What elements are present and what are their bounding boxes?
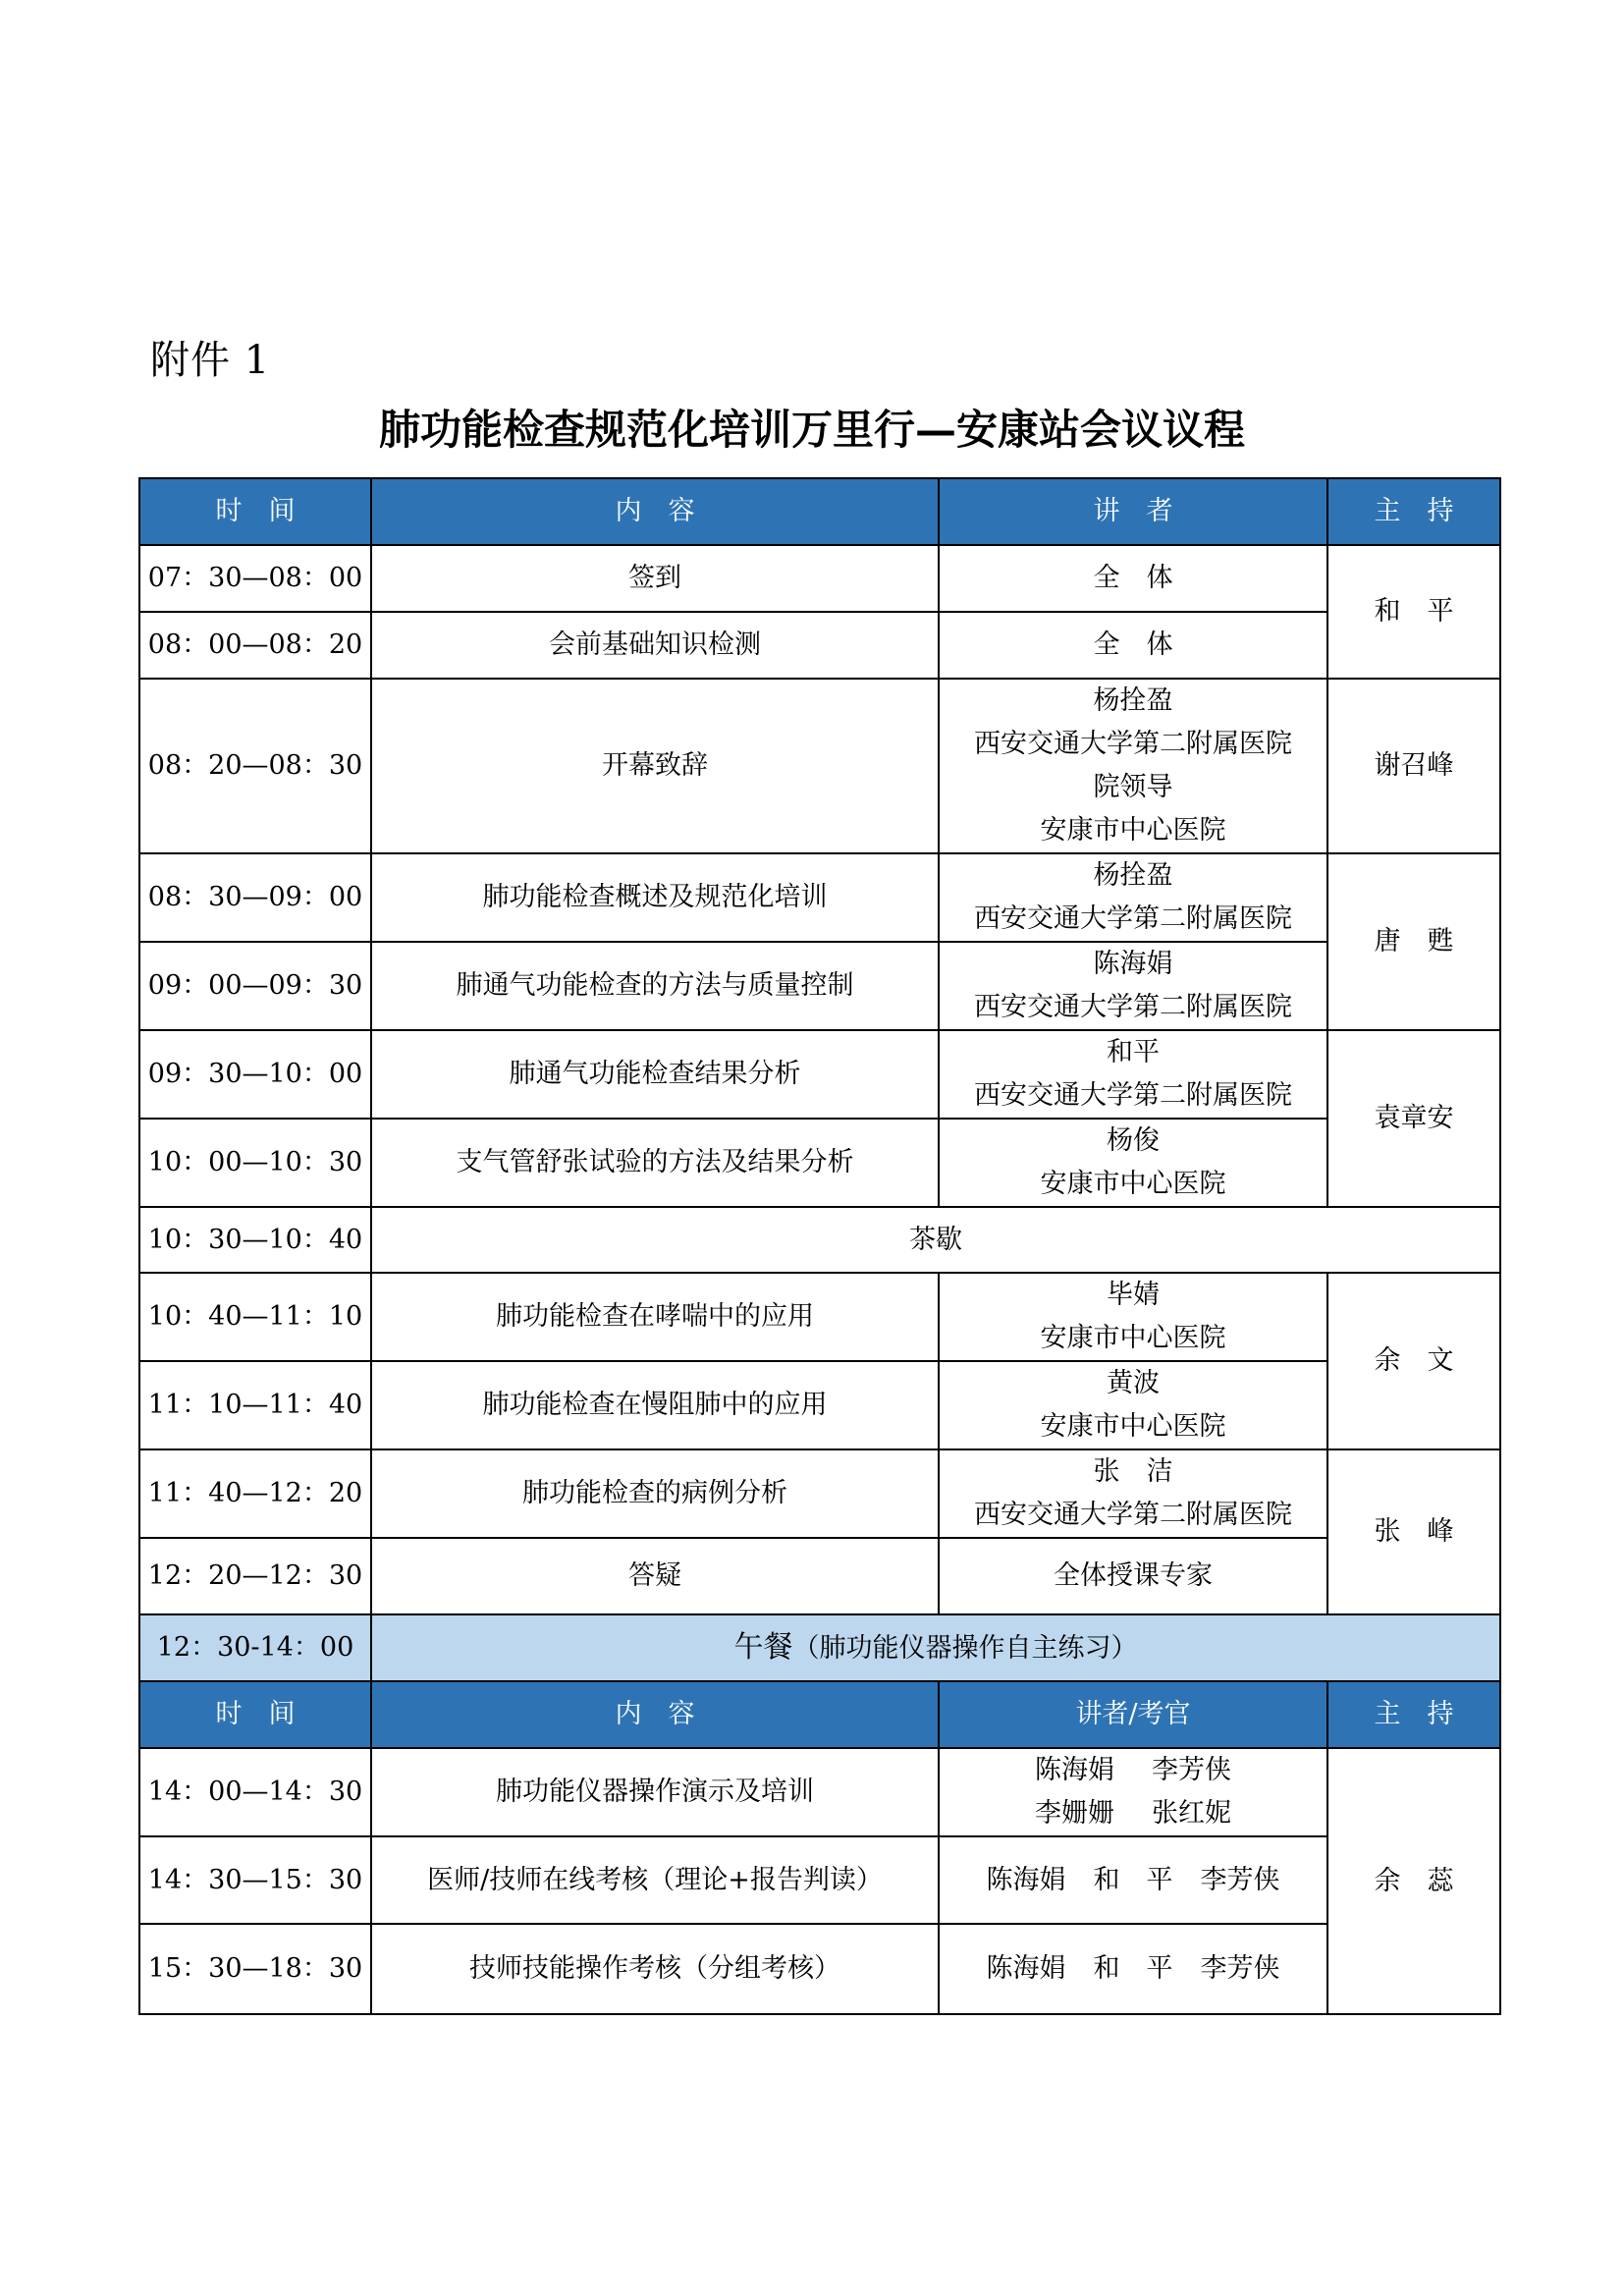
host-cell: 唐 甦 xyxy=(1327,853,1500,1030)
table-row xyxy=(139,942,1500,1030)
lunch-row xyxy=(139,1614,1500,1681)
table-row xyxy=(139,1119,1500,1207)
table-row xyxy=(139,1273,1500,1361)
host-cell: 余 文 xyxy=(1327,1273,1500,1449)
speaker-cell xyxy=(939,612,1327,679)
speaker-name: 陈海娟 xyxy=(1035,1755,1114,1785)
speaker-cell xyxy=(939,1748,1327,1836)
table-row xyxy=(139,679,1500,853)
speaker-cell xyxy=(939,942,1327,1030)
speaker-name: 张红妮 xyxy=(1152,1798,1231,1829)
speaker-cell xyxy=(939,545,1327,612)
speaker-name: 毕婧 xyxy=(1107,1280,1160,1310)
speaker-affiliation: 西安交通大学第二附属医院 xyxy=(974,729,1292,759)
table-row xyxy=(139,612,1500,679)
speaker-name: 陈海娟 xyxy=(986,1953,1066,1984)
table-row xyxy=(139,1030,1500,1119)
speaker-cell xyxy=(939,1119,1327,1207)
speaker-cell xyxy=(939,1836,1327,1924)
agenda-table xyxy=(138,477,1501,2015)
host-cell: 张 峰 xyxy=(1327,1449,1500,1614)
speaker-cell xyxy=(939,1924,1327,2014)
content-cell: 技师技能操作考核（分组考核） xyxy=(371,1924,939,2014)
lunch-label: 午餐 xyxy=(733,1629,793,1665)
time-cell: 12：20—12：30 xyxy=(139,1538,371,1614)
speaker-name: 全 体 xyxy=(1093,629,1173,660)
content-cell: 肺功能检查在哮喘中的应用 xyxy=(371,1273,939,1361)
time-cell: 12：30-14：00 xyxy=(139,1614,371,1681)
speaker-cell xyxy=(939,1449,1327,1538)
content-cell: 肺功能仪器操作演示及培训 xyxy=(371,1748,939,1836)
speaker-affiliation: 西安交通大学第二附属医院 xyxy=(974,903,1292,934)
speaker-name: 院领导 xyxy=(1093,772,1173,802)
table-row xyxy=(139,1449,1500,1538)
time-cell: 07：30—08：00 xyxy=(139,545,371,612)
header-speaker: 讲者/考官 xyxy=(939,1681,1327,1748)
speaker-affiliation: 安康市中心医院 xyxy=(1040,1169,1226,1199)
time-cell: 14：00—14：30 xyxy=(139,1748,371,1836)
content-cell: 开幕致辞 xyxy=(371,679,939,853)
speaker-cell xyxy=(939,853,1327,942)
content-cell: 肺功能检查概述及规范化培训 xyxy=(371,853,939,942)
table-row xyxy=(139,545,1500,612)
speaker-line xyxy=(940,1792,1326,1835)
content-cell: 医师/技师在线考核（理论+报告判读） xyxy=(371,1836,939,1924)
header-host: 主 持 xyxy=(1327,1681,1500,1748)
speaker-line xyxy=(940,1749,1326,1792)
content-cell: 支气管舒张试验的方法及结果分析 xyxy=(371,1119,939,1207)
content-cell: 肺功能检查的病例分析 xyxy=(371,1449,939,1538)
table-row xyxy=(139,1538,1500,1614)
speaker-cell xyxy=(939,1273,1327,1361)
table-row xyxy=(139,1836,1500,1924)
time-cell: 10：40—11：10 xyxy=(139,1273,371,1361)
table-row xyxy=(139,853,1500,942)
content-cell: 肺功能检查在慢阻肺中的应用 xyxy=(371,1361,939,1449)
table-header xyxy=(139,1681,1500,1748)
speaker-cell xyxy=(939,1361,1327,1449)
header-time: 时 间 xyxy=(139,478,371,545)
table-row xyxy=(139,1748,1500,1836)
time-cell: 10：30—10：40 xyxy=(139,1207,371,1273)
speaker-name: 陈海娟 xyxy=(986,1864,1066,1895)
speaker-name: 李芳侠 xyxy=(1200,1953,1280,1984)
time-cell: 10：00—10：30 xyxy=(139,1119,371,1207)
table-row xyxy=(139,1207,1500,1273)
host-cell: 袁章安 xyxy=(1327,1030,1500,1207)
speaker-name: 黄波 xyxy=(1107,1368,1160,1398)
content-cell: 肺通气功能检查的方法与质量控制 xyxy=(371,942,939,1030)
lunch-note: （肺功能仪器操作自主练习） xyxy=(792,1632,1138,1664)
speaker-affiliation: 西安交通大学第二附属医院 xyxy=(974,992,1292,1022)
speaker-name: 张 洁 xyxy=(1093,1456,1173,1487)
header-time: 时 间 xyxy=(139,1681,371,1748)
speaker-name: 全 体 xyxy=(1093,563,1173,593)
speaker-affiliation: 安康市中心医院 xyxy=(1040,1411,1226,1442)
speaker-affiliation: 西安交通大学第二附属医院 xyxy=(974,1080,1292,1111)
attachment-label: 附件 1 xyxy=(150,338,271,383)
speaker-cell xyxy=(939,1538,1327,1614)
speaker-name: 全体授课专家 xyxy=(1054,1560,1213,1591)
speaker-name: 李芳侠 xyxy=(1152,1755,1231,1785)
host-cell: 余 蕊 xyxy=(1327,1748,1500,2014)
table-row xyxy=(139,1361,1500,1449)
header-content: 内 容 xyxy=(371,478,939,545)
speaker-name: 和 平 xyxy=(1093,1864,1173,1895)
time-cell: 09：00—09：30 xyxy=(139,942,371,1030)
time-cell: 08：20—08：30 xyxy=(139,679,371,853)
table-row xyxy=(139,1924,1500,2014)
host-cell: 谢召峰 xyxy=(1327,679,1500,853)
break-cell: 茶歇 xyxy=(371,1207,1500,1273)
speaker-name: 和 平 xyxy=(1093,1953,1173,1984)
speaker-affiliation: 安康市中心医院 xyxy=(1040,815,1226,846)
table-header xyxy=(139,478,1500,545)
speaker-name: 李姗姗 xyxy=(1035,1798,1114,1829)
speaker-affiliation: 安康市中心医院 xyxy=(1040,1323,1226,1353)
time-cell: 14：30—15：30 xyxy=(139,1836,371,1924)
content-cell: 签到 xyxy=(371,545,939,612)
page-title: 肺功能检查规范化培训万里行—安康站会议议程 xyxy=(378,406,1245,454)
time-cell: 09：30—10：00 xyxy=(139,1030,371,1119)
host-cell: 和 平 xyxy=(1327,545,1500,679)
speaker-name: 杨拴盈 xyxy=(1093,860,1173,891)
header-content: 内 容 xyxy=(371,1681,939,1748)
speaker-affiliation: 西安交通大学第二附属医院 xyxy=(974,1500,1292,1530)
speaker-name: 杨拴盈 xyxy=(1093,685,1173,716)
content-cell: 会前基础知识检测 xyxy=(371,612,939,679)
speaker-name: 陈海娟 xyxy=(1093,949,1173,979)
lunch-cell xyxy=(371,1614,1500,1681)
content-cell: 答疑 xyxy=(371,1538,939,1614)
time-cell: 15：30—18：30 xyxy=(139,1924,371,2014)
time-cell: 11：40—12：20 xyxy=(139,1449,371,1538)
time-cell: 08：00—08：20 xyxy=(139,612,371,679)
header-host: 主 持 xyxy=(1327,478,1500,545)
speaker-name: 和平 xyxy=(1107,1037,1160,1067)
speaker-name: 杨俊 xyxy=(1107,1125,1160,1156)
time-cell: 08：30—09：00 xyxy=(139,853,371,942)
header-speaker: 讲 者 xyxy=(939,478,1327,545)
speaker-name: 李芳侠 xyxy=(1200,1864,1280,1895)
speaker-cell xyxy=(939,679,1327,853)
content-cell: 肺通气功能检查结果分析 xyxy=(371,1030,939,1119)
time-cell: 11：10—11：40 xyxy=(139,1361,371,1449)
speaker-cell xyxy=(939,1030,1327,1119)
